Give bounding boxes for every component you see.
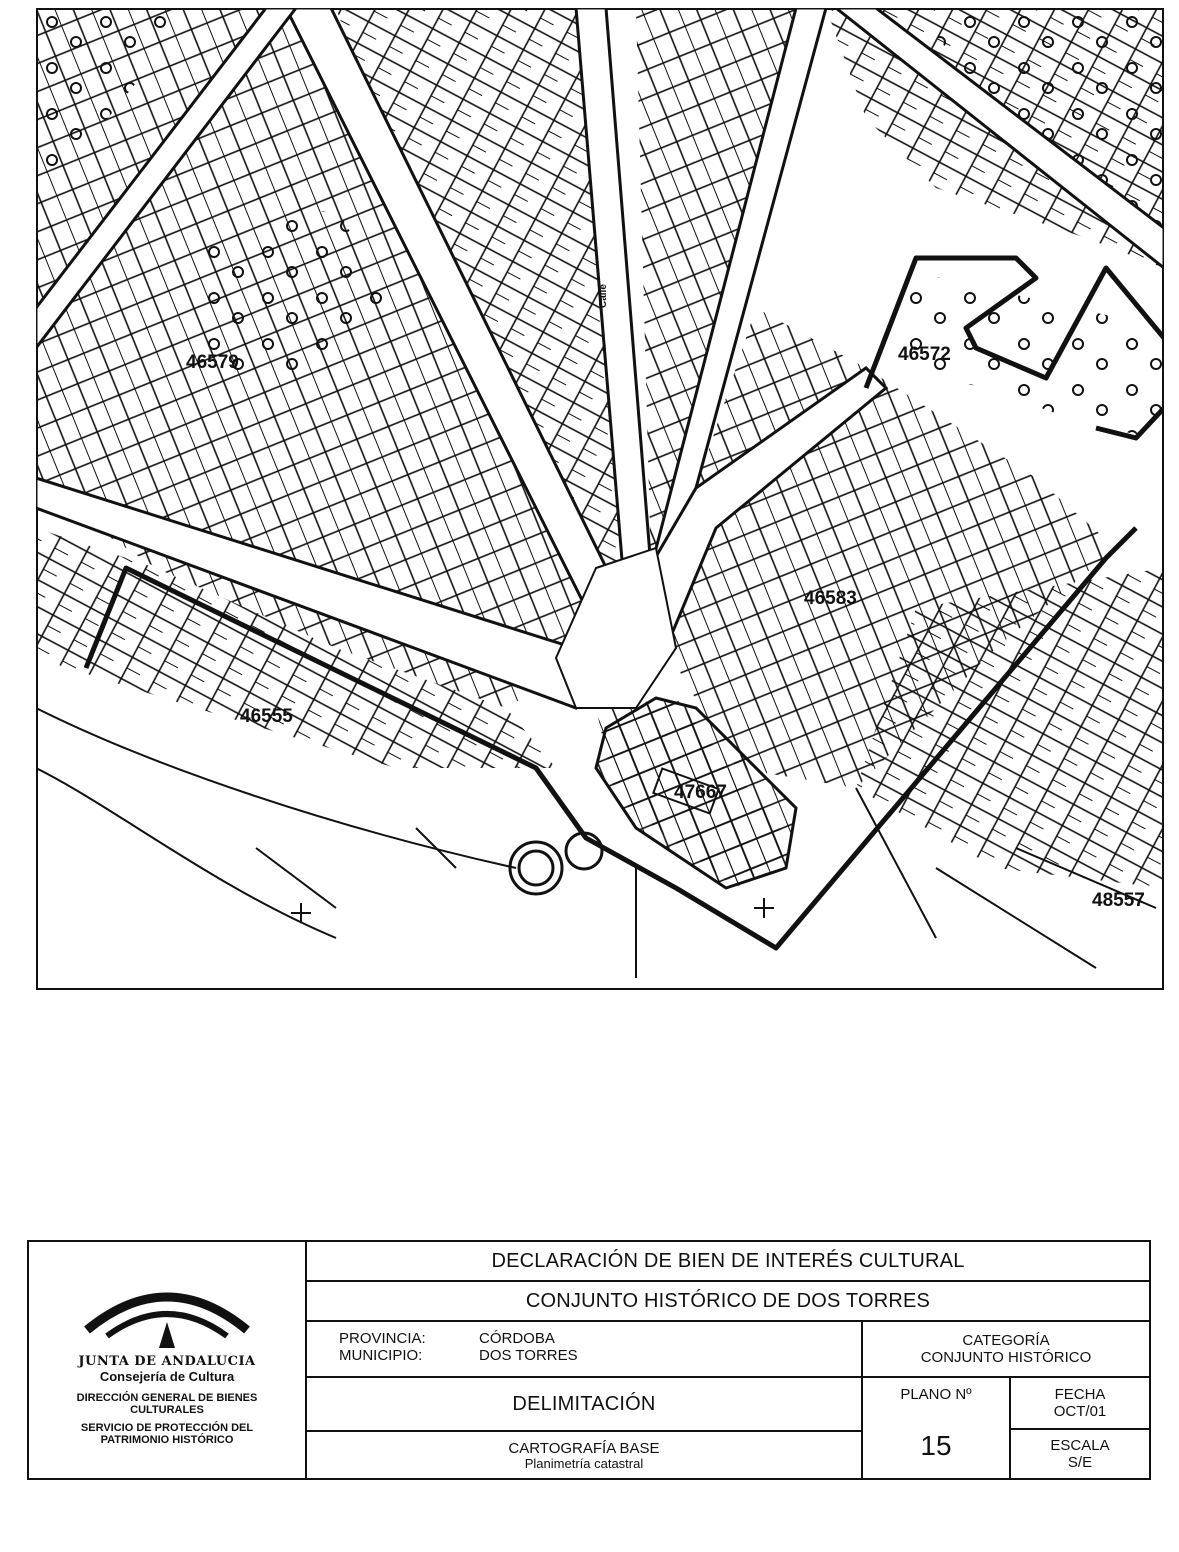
escala-label: ESCALA	[1050, 1437, 1110, 1454]
categoria-value: CONJUNTO HISTÓRICO	[920, 1349, 1092, 1366]
cadastral-map	[36, 8, 1164, 992]
parcel-label-47667: 47667	[674, 782, 727, 803]
declaration-title: DECLARACIÓN DE BIEN DE INTERÉS CULTURAL	[491, 1249, 965, 1272]
municipio-label: MUNICIPIO:	[339, 1347, 423, 1364]
fecha-value: OCT/01	[1053, 1403, 1107, 1420]
location-fields	[339, 1330, 859, 1370]
title-block	[27, 1240, 1151, 1480]
escala-cell	[1011, 1430, 1149, 1478]
logo-cell	[29, 1242, 305, 1478]
junta-andalucia-logo-icon	[77, 1274, 257, 1354]
parcel-label-46555: 46555	[240, 706, 293, 727]
parcel-label-46579: 46579	[186, 352, 239, 373]
parcel-label-48557: 48557	[1092, 890, 1145, 911]
street-label: Calle	[598, 284, 609, 308]
logo-department: Consejería de Cultura	[99, 1369, 235, 1384]
escala-value: S/E	[1067, 1454, 1093, 1471]
logo-org-name: JUNTA DE ANDALUCIA	[78, 1354, 256, 1369]
cartografia-label: CARTOGRAFÍA BASE	[508, 1439, 660, 1457]
parcel-label-46583: 46583	[804, 588, 857, 609]
plano-value: 15	[920, 1430, 952, 1461]
map-canvas	[36, 8, 1164, 992]
provincia-label: PROVINCIA:	[339, 1330, 426, 1347]
municipio-value: DOS TORRES	[479, 1347, 578, 1364]
fecha-cell	[1011, 1378, 1149, 1428]
logo-direction: DIRECCIÓN GENERAL DE BIENES CULTURALES	[76, 1392, 258, 1416]
plan-title: DELIMITACIÓN	[512, 1392, 656, 1415]
plano-label: PLANO Nº	[900, 1386, 972, 1403]
parcel-label-46572: 46572	[898, 344, 951, 365]
cartografia-value: Planimetría catastral	[524, 1455, 644, 1471]
logo-service: SERVICIO DE PROTECCIÓN DEL PATRIMONIO HISTÓRICO	[80, 1422, 254, 1446]
cartografia-cell	[307, 1432, 861, 1478]
categoria-cell	[863, 1322, 1149, 1376]
conjunto-title: CONJUNTO HISTÓRICO DE DOS TORRES	[525, 1289, 931, 1312]
fecha-label: FECHA	[1054, 1386, 1106, 1403]
categoria-label: CATEGORÍA	[962, 1332, 1050, 1349]
provincia-value: CÓRDOBA	[479, 1330, 555, 1347]
